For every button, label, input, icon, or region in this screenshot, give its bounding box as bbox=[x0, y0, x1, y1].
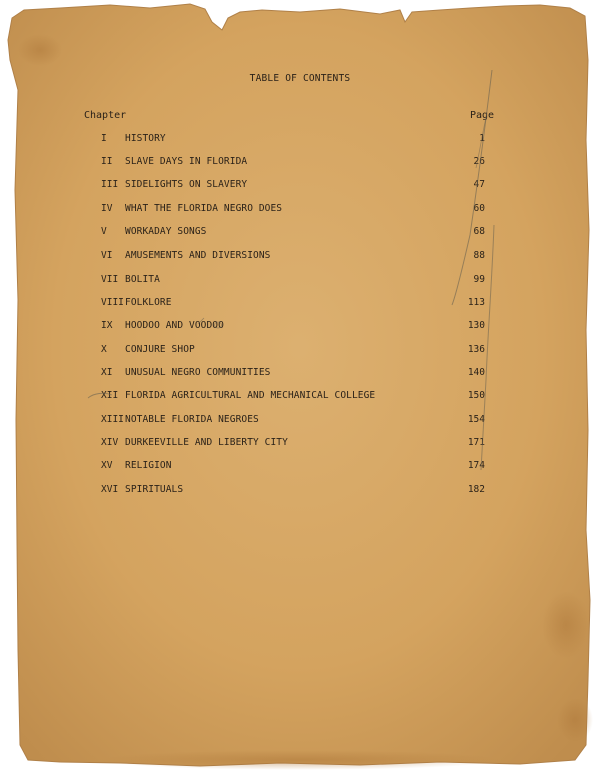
toc-row bbox=[0, 482, 600, 498]
chapter-title: SIDELIGHTS ON SLAVERY bbox=[125, 179, 248, 190]
chapter-numeral: XV bbox=[101, 460, 113, 471]
chapter-page-number: 47 bbox=[473, 179, 485, 190]
toc-row bbox=[0, 131, 600, 147]
chapter-page-number: 99 bbox=[473, 274, 485, 285]
toc-row bbox=[0, 154, 600, 170]
chapter-numeral: XIV bbox=[101, 437, 119, 448]
toc-row bbox=[0, 365, 600, 381]
chapter-numeral: V bbox=[101, 226, 107, 237]
chapter-title: UNUSUAL NEGRO COMMUNITIES bbox=[125, 367, 271, 378]
chapter-page-number: 136 bbox=[467, 344, 485, 355]
chapter-numeral: XVI bbox=[101, 484, 119, 495]
chapter-page-number: 26 bbox=[473, 156, 485, 167]
page-column-header: Page bbox=[470, 110, 495, 121]
chapter-title: DURKEEVILLE AND LIBERTY CITY bbox=[125, 437, 288, 448]
chapter-page-number: 130 bbox=[467, 320, 485, 331]
chapter-numeral: VII bbox=[101, 274, 119, 285]
toc-row bbox=[0, 388, 600, 404]
chapter-title: HOODOO AND VOODOO bbox=[125, 320, 224, 331]
chapter-page-number: 113 bbox=[467, 297, 485, 308]
chapter-page-number: 174 bbox=[467, 460, 485, 471]
chapter-page-number: 140 bbox=[467, 367, 485, 378]
toc-row bbox=[0, 318, 600, 334]
toc-row bbox=[0, 342, 600, 358]
chapter-numeral: IX bbox=[101, 320, 113, 331]
toc-row bbox=[0, 177, 600, 193]
page-title: TABLE OF CONTENTS bbox=[249, 73, 351, 84]
chapter-title: WHAT THE FLORIDA NEGRO DOES bbox=[125, 203, 283, 214]
toc-row bbox=[0, 295, 600, 311]
chapter-title: RELIGION bbox=[125, 460, 172, 471]
chapter-numeral: VIII bbox=[101, 297, 124, 308]
chapter-title: FOLKLORE bbox=[125, 297, 172, 308]
chapter-title: AMUSEMENTS AND DIVERSIONS bbox=[125, 250, 271, 261]
chapter-page-number: 60 bbox=[473, 203, 485, 214]
toc-row bbox=[0, 458, 600, 474]
chapter-title: NOTABLE FLORIDA NEGROES bbox=[125, 414, 259, 425]
toc-row bbox=[0, 201, 600, 217]
chapter-page-number: 171 bbox=[467, 437, 485, 448]
toc-row bbox=[0, 435, 600, 451]
toc-row bbox=[0, 272, 600, 288]
chapter-title: WORKADAY SONGS bbox=[125, 226, 207, 237]
chapter-numeral: X bbox=[101, 344, 107, 355]
chapter-numeral: II bbox=[101, 156, 113, 167]
toc-row bbox=[0, 224, 600, 240]
chapter-numeral: IV bbox=[101, 203, 113, 214]
chapter-numeral: III bbox=[101, 179, 119, 190]
chapter-title: FLORIDA AGRICULTURAL AND MECHANICAL COLLEGE bbox=[125, 390, 376, 401]
chapter-numeral: VI bbox=[101, 250, 113, 261]
chapter-column-header: Chapter bbox=[84, 110, 127, 121]
chapter-title: SPIRITUALS bbox=[125, 484, 184, 495]
chapter-numeral: XII bbox=[101, 390, 119, 401]
chapter-numeral: I bbox=[101, 133, 107, 144]
toc-row bbox=[0, 412, 600, 428]
chapter-page-number: 182 bbox=[467, 484, 485, 495]
chapter-numeral: XI bbox=[101, 367, 113, 378]
chapter-title: BOLITA bbox=[125, 274, 160, 285]
toc-row bbox=[0, 248, 600, 264]
chapter-title: CONJURE SHOP bbox=[125, 344, 195, 355]
chapter-page-number: 1 bbox=[479, 133, 485, 144]
chapter-page-number: 154 bbox=[467, 414, 485, 425]
chapter-title: HISTORY bbox=[125, 133, 166, 144]
chapter-page-number: 68 bbox=[473, 226, 485, 237]
chapter-numeral: XIII bbox=[101, 414, 124, 425]
chapter-page-number: 150 bbox=[467, 390, 485, 401]
chapter-title: SLAVE DAYS IN FLORIDA bbox=[125, 156, 248, 167]
chapter-page-number: 88 bbox=[473, 250, 485, 261]
